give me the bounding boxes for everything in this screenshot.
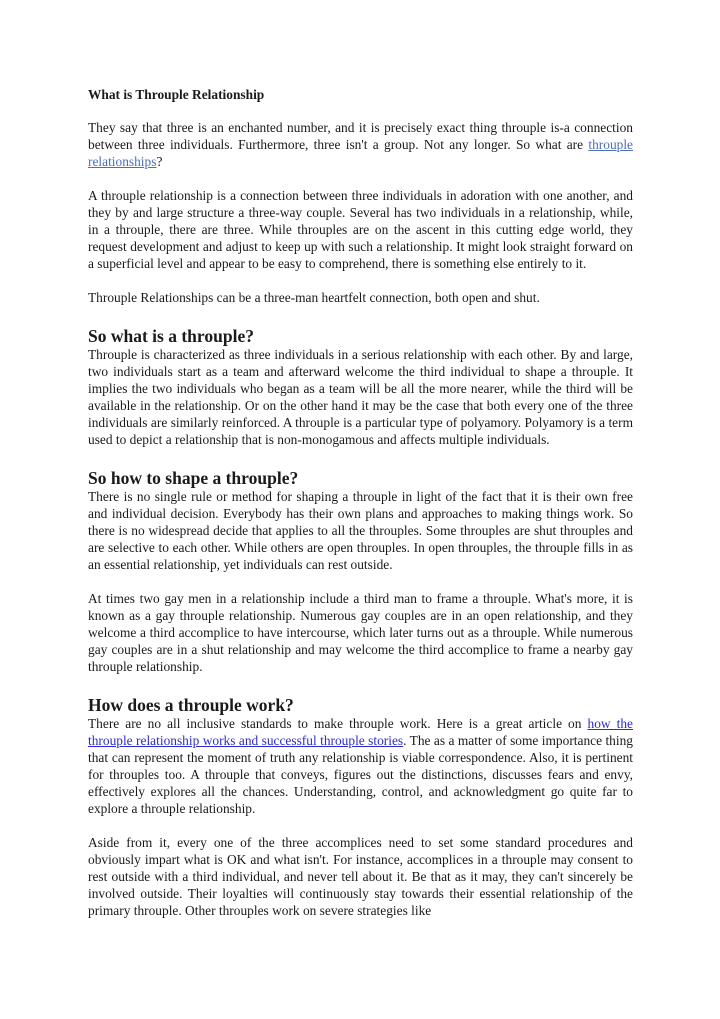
intro-paragraph [88, 119, 633, 170]
what-is-paragraph: Throuple is characterized as three individuals in a serious relationship with each other. By and large, two individuals start as a team and afterward welcome the third individual to shape a throuple. It implies the two individuals who began as a team will be all the more nearer, while the third will be available in the relationship. Or on the other hand it may be the case that both every one of the three individuals are similarly reinforced. A throuple is a particular type of polyamory. Polyamory is a term used to depict a relationship that is non-monogamous and affects multiple individuals. [88, 347, 633, 447]
heading-how-to-shape: So how to shape a throuple? [88, 468, 299, 488]
throuple-relationships-link[interactable]: throuple relationships [88, 137, 633, 169]
gay-throuple-paragraph: At times two gay men in a relationship include a third man to frame a throuple. What's more, it is known as a gay throuple relationship. Numerous gay couples are in an open relationship, and they welcome a third accomplice to have intercourse, which later turns out as a throuple. While numerous gay couples are in a shut relationship and may welcome the third accomplice to frame a nearby gay throuple relationship. [88, 591, 633, 674]
how-throuple-works-link[interactable]: how the throuple relationship works and successful throuple stories [88, 716, 633, 748]
document-title: What is Throuple Relationship [88, 87, 265, 102]
rules-paragraph: Aside from it, every one of the three accomplices need to set some standard procedures and obviously impart what is OK and what isn't. For instance, accomplices in a throuple may consent to rest outside with a third individual, and never tell about it. Be that as it may, they can't sincerely be involved outside. Their loyalties will continuously stay towards their essential relationship of the primary throuple. Other throuples work on severe strategies like [88, 835, 633, 918]
work-paragraph [88, 715, 633, 817]
definition-paragraph: A throuple relationship is a connection between three individuals in adoration with one another, and they by and large structure a three-way couple. Several has two individuals in a relationship, while, in a throuple, there are three. While throuples are on the ascent in this cutting edge world, they request development and adjust to keep up with such a relationship. It might look straight forward on a superficial level and appear to be easy to comprehend, there is something else entirely to it. [88, 188, 633, 271]
work-text: There are no all inclusive standards to make throuple work. Here is a great article on [88, 716, 588, 731]
intro-text: They say that three is an enchanted number, and it is precisely exact thing throuple is-a connection between three individuals. Furthermore, three isn't a group. Not any longer. So what are [88, 120, 633, 152]
heading-what-is-throuple: So what is a throuple? [88, 326, 254, 346]
heading-how-does-work: How does a throuple work? [88, 695, 294, 715]
work-text-end: . The as a matter of some importance thing that can represent the moment of truth any relationship is viable correspondence. Also, it is pertinent for throuples too. A throuple that conveys, figures out the distinctions, discusses fears and envy, effectively explores all the chances. Understanding, control, and acknowledgment go quite far to explore a throuple relationship. [88, 733, 633, 816]
document-page [88, 86, 633, 936]
summary-paragraph: Throuple Relationships can be a three-man heartfelt connection, both open and shut. [88, 290, 540, 305]
shape-paragraph: There is no single rule or method for shaping a throuple in light of the fact that it is their own free and individual decision. Everybody has their own plans and approaches to making things work. So there is no widespread decide that applies to all the throuples. Some throuples are shut throuples and are selective to each other. While others are open throuples. In open throuples, the throuple fills in as an essential relationship, yet individuals can rest outside. [88, 489, 633, 572]
intro-text-end: ? [156, 154, 163, 169]
